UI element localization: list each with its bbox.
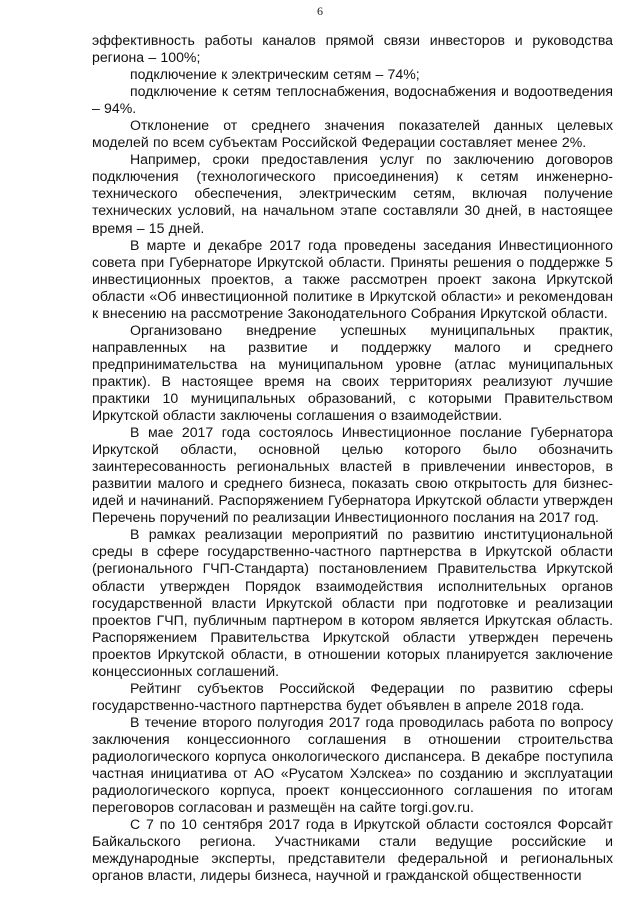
paragraph-concession-agreement: В течение второго полугодия 2017 года проводилась работа по вопросу заключения концессионного соглашения в отношении строительства радиологического корпуса онкологического диспансера. В декабре поступила частная инициатива от АО «Русатом Хэлскеа» по созданию и эксплуатации радиологического корпуса, проект концессионного соглашения по итогам переговоров согласован и размещён на сайте torgi.gov.ru. <box>92 713 613 816</box>
paragraph-deviation: Отклонение от среднего значения показателей данных целевых моделей по всем субъектам Российской Федерации составляет менее 2%. <box>92 117 613 151</box>
paragraph-electric-networks: подключение к электрическим сетям – 74%; <box>130 66 420 83</box>
paragraph-investment-council: В марте и декабре 2017 года проведены заседания Инвестиционного совета при Губернаторе Иркутской области. Приняты решения о поддержке 5 инвестиционных проектов, а также рассмотрен проект закона Иркутской области «Об инвестиционной политике в Иркутской области» и рекомендован к внесению на рассмотрение Законодательного Собрания Иркутской области. <box>92 236 613 321</box>
paragraph-ppp-rating: Рейтинг субъектов Российской Федерации по развитию сферы государственно-частного партнерства будет объявлен в апреле 2018 года. <box>92 679 613 713</box>
paragraph-investor-channels: эффективность работы каналов прямой связи инвесторов и руководства региона – 100%; <box>92 32 613 66</box>
paragraph-foresight-baikal: С 7 по 10 сентября 2017 года в Иркутской области состоялся Форсайт Байкальского региона. Участниками стали ведущие российские и международные эксперты, представители федеральной и региональных органов власти, лидеры бизнеса, научной и гражданской общественности <box>92 816 613 884</box>
page-number: 6 <box>317 4 323 18</box>
paragraph-investment-message: В мае 2017 года состоялось Инвестиционное послание Губернатора Иркутской области, основной целью которого было обозначить заинтересованность региональных властей в привлечении инвесторов, в развитии малого и среднего бизнеса, показать свою открытость для бизнес-идей и начинаний. Распоряжением Губернатора Иркутской области утвержден Перечень поручений по реализации Инвестиционного послания на 2017 год. <box>92 424 613 526</box>
paragraph-heat-water-networks: подключение к сетям теплоснабжения, водоснабжения и водоотведения – 94%. <box>92 83 613 117</box>
paragraph-connection-terms: Например, сроки предоставления услуг по заключению договоров подключения (технологического присоединения) к сетям инженерно-технического обеспечения, электрическим сетям, включая получение технических условий, на начальном этапе составляли 30 дней, в настоящее время – 15 дней. <box>92 151 613 236</box>
paragraph-ppp-standard: В рамках реализации мероприятий по развитию институциональной среды в сфере государственно-частного партнерства в Иркутской области (регионального ГЧП-Стандарта) постановлением Правительства Иркутской области утвержден Порядок взаимодействия исполнительных органов государственной власти Иркутской области при подготовке и реализации проектов ГЧП, публичным партнером в котором является Иркутская область. Распоряжением Правительства Иркутской области утвержден перечень проектов Иркутской области, в отношении которых планируется заключение концессионных соглашений. <box>92 526 613 679</box>
document-body <box>92 32 613 884</box>
paragraph-municipal-practices: Организовано внедрение успешных муниципальных практик, направленных на развитие и поддержку малого и среднего предпринимательства на муниципальном уровне (атлас муниципальных практик). В настоящее время на своих территориях реализуют лучшие практики 10 муниципальных образований, с которыми Правительством Иркутской области заключены соглашения о взаимодействии. <box>92 321 613 424</box>
